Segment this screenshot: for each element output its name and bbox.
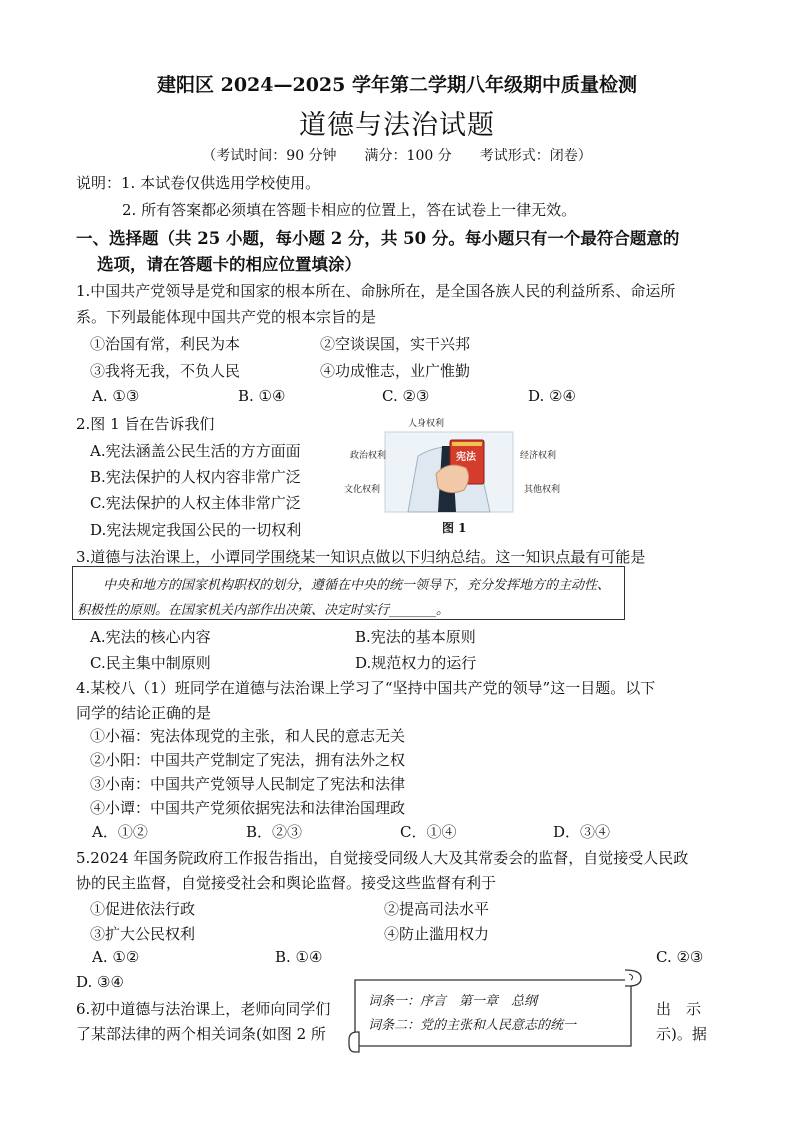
q6-stem-1b: 出 示 — [656, 1000, 702, 1018]
q1-item-4: ④功成惟志，业广惟勤 — [320, 362, 471, 380]
subject-title: 道德与法治试题 — [299, 110, 495, 141]
q3-option-d: D.规范权力的运行 — [355, 654, 477, 672]
q5-item-3: ③扩大公民权利 — [90, 925, 196, 943]
q3-option-a: A.宪法的核心内容 — [90, 628, 211, 646]
exam-meta: （考试时间：90 分钟 满分：100 分 考试形式：闭卷） — [202, 148, 592, 164]
q3-option-b: B.宪法的基本原则 — [355, 628, 476, 646]
figure-label-right1: 经济权利 — [520, 451, 557, 461]
figure-label-top: 人身权利 — [408, 419, 445, 429]
q5-option-a: A. ①② — [92, 948, 140, 966]
q3-box-line-2: 积极性的原则。在国家机关内部作出决策、决定时实行______。 — [77, 603, 449, 618]
q2-stem: 2.图 1 旨在告诉我们 — [76, 415, 215, 433]
q2-option-c: C.宪法保护的人权主体非常广泛 — [90, 494, 301, 512]
q5-item-1: ①促进依法行政 — [90, 900, 196, 918]
q4-item-1: ①小福：宪法体现党的主张，和人民的意志无关 — [90, 727, 406, 745]
q1-option-b: B. ①④ — [238, 387, 286, 405]
note-1: 说明：1. 本试卷仅供选用学校使用。 — [76, 174, 321, 192]
q4-option-c: C．①④ — [400, 823, 457, 841]
q4-item-4: ④小谭：中国共产党须依据宪法和法律治国理政 — [90, 799, 406, 817]
q4-option-d: D．③④ — [553, 823, 611, 841]
q1-item-2: ②空谈误国，实干兴邦 — [320, 335, 471, 353]
q5-item-4: ④防止滥用权力 — [384, 925, 490, 943]
q4-item-2: ②小阳：中国共产党制定了宪法，拥有法外之权 — [90, 751, 406, 769]
q3-option-c: C.民主集中制原则 — [90, 654, 211, 672]
q5-option-c: C. ②③ — [656, 948, 704, 966]
figure-label-left2: 文化权利 — [344, 485, 381, 495]
q5-option-b: B. ①④ — [275, 948, 323, 966]
figure-label-left1: 政治权利 — [350, 451, 387, 461]
q6-stem-2b: 示)。据 — [656, 1025, 707, 1043]
figure-1-illustration — [338, 416, 578, 538]
q2-option-d: D.宪法规定我国公民的一切权利 — [90, 521, 302, 539]
q1-option-d: D. ②④ — [528, 387, 576, 405]
q5-stem-1: 5.2024 年国务院政府工作报告指出，自觉接受同级人大及其常委会的监督，自觉接受人民政 — [76, 849, 689, 867]
q2-option-b: B.宪法保护的人权内容非常广泛 — [90, 468, 301, 486]
q4-option-b: B．②③ — [246, 823, 303, 841]
q5-stem-2: 协的民主监督，自觉接受社会和舆论监督。接受这些监督有利于 — [76, 874, 497, 892]
section-heading-line2: 选项，请在答题卡的相应位置填涂） — [97, 255, 361, 274]
q4-stem-2: 同学的结论正确的是 — [76, 704, 212, 722]
q4-stem-1: 4.某校八（1）班同学在道德与法治课上学习了“坚持中国共产党的领导”这一目题。以下 — [76, 679, 656, 697]
q6-stem-2a: 了某部法律的两个相关词条(如图 2 所 — [76, 1025, 326, 1043]
q4-item-3: ③小南：中国共产党领导人民制定了宪法和法律 — [90, 775, 406, 793]
figure-book-title: 宪法 — [456, 452, 476, 463]
q1-stem-1: 1.中国共产党领导是党和国家的根本所在、命脉所在，是全国各族人民的利益所系、命运所 — [76, 282, 676, 300]
q1-option-a: A. ①③ — [92, 387, 140, 405]
q5-option-d: D. ③④ — [76, 973, 124, 991]
figure-1-caption: 图 1 — [442, 521, 467, 535]
q5-item-2: ②提高司法水平 — [384, 900, 490, 918]
q3-stem: 3.道德与法治课上，小谭同学围绕某一知识点做以下归纳总结。这一知识点最有可能是 — [76, 548, 646, 566]
figure-label-right2: 其他权利 — [524, 485, 561, 495]
q1-item-1: ①治国有常，利民为本 — [90, 335, 241, 353]
q1-stem-2: 系。下列最能体现中国共产党的根本宗旨的是 — [76, 308, 377, 326]
figure-2-scroll — [345, 966, 645, 1056]
exam-title: 建阳区 2024—2025 学年第二学期八年级期中质量检测 — [157, 74, 637, 96]
q6-entry-1: 词条一：序言 第一章 总纲 — [368, 994, 538, 1009]
note-2: 2. 所有答案都必须填在答题卡相应的位置上，答在试卷上一律无效。 — [122, 201, 577, 219]
q1-option-c: C. ②③ — [382, 387, 430, 405]
q6-stem-1a: 6.初中道德与法治课上，老师向同学们 — [76, 1000, 331, 1018]
q2-option-a: A.宪法涵盖公民生活的方方面面 — [90, 442, 301, 460]
q1-item-3: ③我将无我，不负人民 — [90, 362, 241, 380]
q4-option-a: A．①② — [92, 823, 148, 841]
q3-box-line-1: 中央和地方的国家机构职权的划分，遵循在中央的统一领导下，充分发挥地方的主动性、 — [103, 578, 611, 593]
q6-entry-2: 词条二：党的主张和人民意志的统一 — [368, 1018, 577, 1033]
section-heading-line1: 一、选择题（共 25 小题，每小题 2 分，共 50 分。每小题只有一个最符合题意的 — [76, 229, 680, 248]
